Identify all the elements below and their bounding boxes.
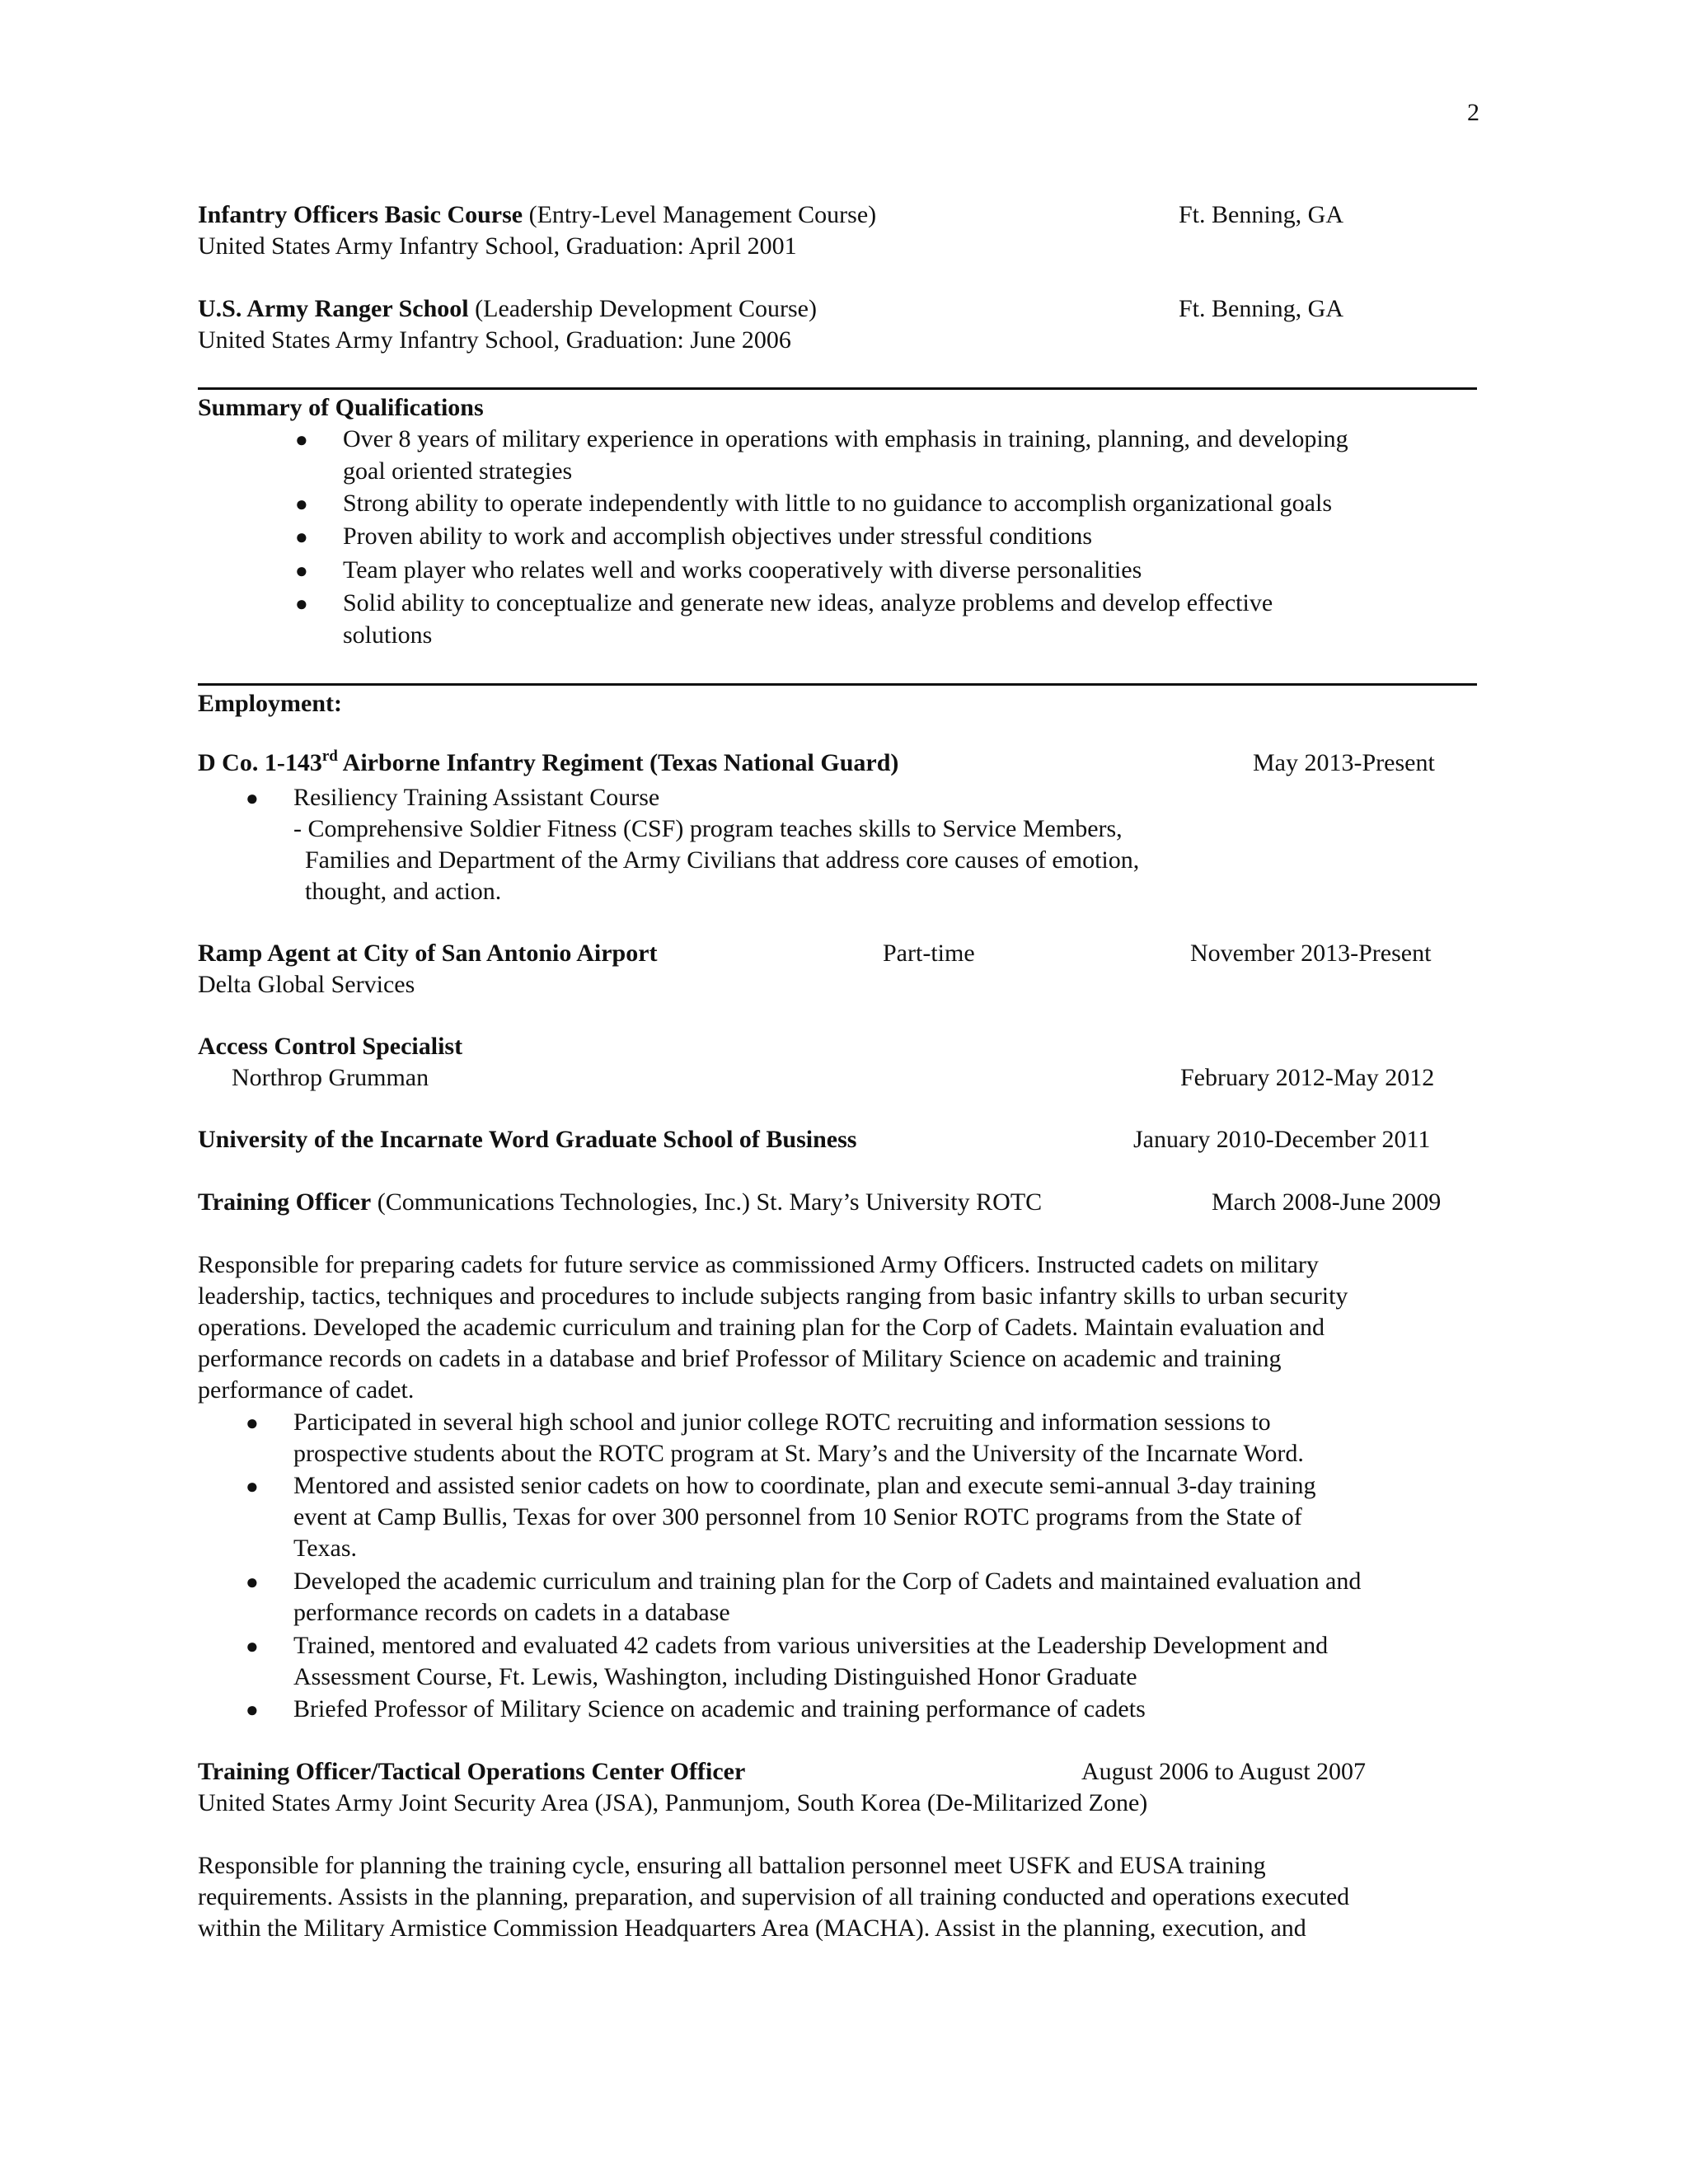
job-bullet-cont: Texas.: [293, 1535, 358, 1562]
job-dates: February 2012-May 2012: [1180, 1064, 1435, 1091]
job-dates: January 2010-December 2011: [1133, 1126, 1431, 1153]
course-line: [198, 199, 876, 231]
job-bullet-cont: Assessment Course, Ft. Lewis, Washington, including Distinguished Honor Graduate: [293, 1663, 1137, 1690]
job-bullet-cont: prospective students about the ROTC program at St. Mary’s and the University of the Incarnate Word.: [293, 1440, 1304, 1467]
bullet-icon: ●: [246, 1698, 259, 1722]
job-company: Delta Global Services: [198, 971, 415, 998]
job-description-line: Responsible for preparing cadets for future service as commissioned Army Officers. Instructed cadets on military: [198, 1251, 1319, 1278]
job-title-superscript: rd: [321, 748, 338, 765]
job-dates: March 2008-June 2009: [1212, 1188, 1442, 1216]
bullet-icon: ●: [246, 786, 259, 810]
job-title-part: D Co. 1-143: [198, 749, 322, 776]
course-school: United States Army Infantry School, Graduation: June 2006: [198, 326, 791, 354]
summary-item-cont: goal oriented strategies: [343, 457, 573, 485]
bullet-icon: ●: [295, 428, 308, 452]
bullet-icon: ●: [295, 492, 308, 516]
summary-item: Solid ability to conceptualize and generate new ideas, analyze problems and develop effective: [343, 589, 1273, 616]
course-location: Ft. Benning, GA: [1179, 295, 1344, 322]
job-description-line: leadership, tactics, techniques and procedures to include subjects ranging from basic infantry skills to urban security: [198, 1282, 1348, 1310]
job-org: (Communications Technologies, Inc.) St. Mary’s University ROTC: [371, 1188, 1043, 1216]
bullet-icon: ●: [246, 1634, 259, 1658]
job-title: Training Officer: [198, 1188, 372, 1216]
page-number: 2: [1467, 99, 1479, 126]
job-bullet: Participated in several high school and junior college ROTC recruiting and information sessions to: [293, 1408, 1271, 1436]
job-description-line: within the Military Armistice Commission Headquarters Area (MACHA). Assist in the planning, execution, and: [198, 1915, 1306, 1942]
job-description-line: requirements. Assists in the planning, preparation, and supervision of all training conducted and operations executed: [198, 1883, 1350, 1910]
job-description-line: Responsible for planning the training cycle, ensuring all battalion personnel meet USFK and EUSA training: [198, 1852, 1266, 1879]
job-dates: November 2013-Present: [1190, 940, 1432, 967]
section-divider: [198, 387, 1477, 390]
bullet-icon: ●: [295, 592, 308, 616]
bullet-icon: ●: [246, 1570, 259, 1594]
job-title: University of the Incarnate Word Graduate School of Business: [198, 1126, 857, 1153]
job-title: [198, 747, 898, 779]
course-desc: (Entry-Level Management Course): [523, 201, 877, 228]
job-detail-line: - Comprehensive Soldier Fitness (CSF) program teaches skills to Service Members,: [293, 815, 1123, 842]
section-heading-summary: Summary of Qualifications: [198, 394, 484, 421]
bullet-icon: ●: [246, 1474, 259, 1498]
bullet-icon: ●: [246, 1411, 259, 1435]
section-heading-employment: Employment:: [198, 690, 342, 717]
course-title: Infantry Officers Basic Course: [198, 201, 523, 228]
job-title: Access Control Specialist: [198, 1033, 463, 1060]
job-title: Ramp Agent at City of San Antonio Airport: [198, 940, 658, 967]
job-bullet: Developed the academic curriculum and training plan for the Corp of Cadets and maintained evaluation and: [293, 1568, 1362, 1595]
section-divider: [198, 683, 1477, 686]
job-org: United States Army Joint Security Area (JSA), Panmunjom, South Korea (De-Militarized Zone): [198, 1789, 1148, 1816]
summary-item: Team player who relates well and works cooperatively with diverse personalities: [343, 556, 1142, 583]
job-description-line: performance records on cadets in a database and brief Professor of Military Science on academic and training: [198, 1345, 1282, 1372]
course-title: U.S. Army Ranger School: [198, 295, 469, 322]
job-bullet-cont: event at Camp Bullis, Texas for over 300 personnel from 10 Senior ROTC programs from the State of: [293, 1503, 1302, 1530]
job-bullet: Trained, mentored and evaluated 42 cadets from various universities at the Leadership Development and: [293, 1632, 1329, 1659]
bullet-icon: ●: [295, 525, 308, 549]
job-company: Northrop Grumman: [232, 1064, 429, 1091]
job-bullet-cont: performance records on cadets in a database: [293, 1599, 730, 1626]
summary-item: Proven ability to work and accomplish objectives under stressful conditions: [343, 523, 1092, 550]
job-dates: May 2013-Present: [1253, 749, 1435, 776]
job-type: Part-time: [883, 940, 975, 967]
summary-item-cont: solutions: [343, 621, 433, 649]
course-school: United States Army Infantry School, Graduation: April 2001: [198, 232, 797, 260]
job-description-line: performance of cadet.: [198, 1376, 415, 1404]
bullet-icon: ●: [295, 559, 308, 583]
course-desc: (Leadership Development Course): [468, 295, 817, 322]
job-bullet: Briefed Professor of Military Science on academic and training performance of cadets: [293, 1695, 1146, 1722]
job-description-line: operations. Developed the academic curriculum and training plan for the Corp of Cadets. Maintain evaluation and: [198, 1314, 1325, 1341]
summary-item: Over 8 years of military experience in operations with emphasis in training, planning, and developing: [343, 425, 1348, 452]
job-detail-line: Families and Department of the Army Civilians that address core causes of emotion,: [305, 846, 1140, 874]
job-bullet: Resiliency Training Assistant Course: [293, 784, 660, 811]
job-title-part: Airborne Infantry Regiment (Texas National Guard): [337, 749, 899, 776]
job-bullet: Mentored and assisted senior cadets on how to coordinate, plan and execute semi-annual 3-day training: [293, 1472, 1316, 1499]
job-title-line: [198, 1186, 1042, 1218]
course-line: [198, 293, 817, 325]
job-dates: August 2006 to August 2007: [1081, 1758, 1367, 1785]
course-location: Ft. Benning, GA: [1179, 201, 1344, 228]
job-title: Training Officer/Tactical Operations Center Officer: [198, 1758, 746, 1785]
summary-item: Strong ability to operate independently with little to no guidance to accomplish organizational goals: [343, 490, 1332, 517]
job-detail-line: thought, and action.: [305, 878, 502, 905]
